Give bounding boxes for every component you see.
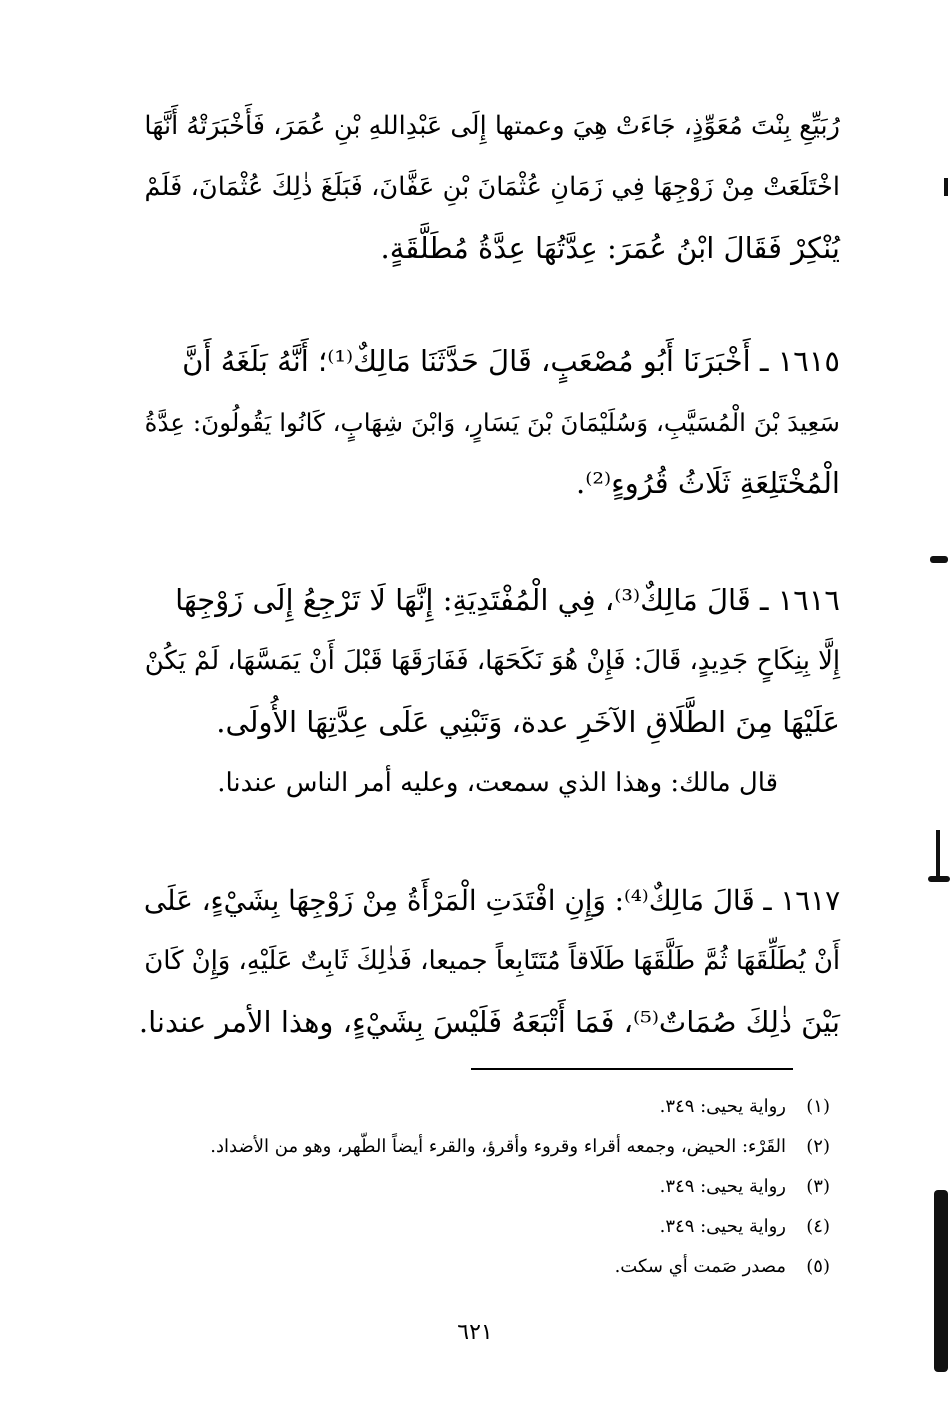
text-line: سَعِيدَ بْنَ الْمُسَيَّبِ، وَسُلَيْمَانَ بْنَ يَسَارٍ، وَابْنَ شِهَابٍ، كَانُوا يَقُولُونَ: عِدَّةُ xyxy=(144,408,840,437)
footnote-text: رواية يحيى: ٣٤٩. xyxy=(659,1216,786,1237)
scan-mark xyxy=(936,830,940,876)
text-line: رُبَيِّعِ بِنْتَ مُعَوِّذٍ، جَاءَتْ هِيَ وعمتها إِلَى عَبْدِاللهِ بْنِ عُمَرَ، فَأَخْبَرَتْهُ أَنَّهَا xyxy=(144,111,840,141)
text-line: إِلَّا بِنِكَاحٍ جَدِيدٍ، قَالَ: فَإِنْ هُوَ نَكَحَهَا، فَفَارَقَهَا قَبْلَ أَنْ يَمَسَّهَا، لَمْ يَكُنْ xyxy=(144,646,840,676)
text-line: الْمُخْتَلِعَةِ ثَلَاثُ قُرُوءٍ⁽²⁾. xyxy=(576,466,840,500)
footnote-text: القَرْء: الحيض، وجمعه أقراء وقروء وأقرؤ، والقرء أيضاً الطّهر، وهو من الأضداد. xyxy=(210,1136,786,1157)
footnote-number: (١) xyxy=(806,1096,830,1117)
footnote-number: (٢) xyxy=(806,1136,830,1157)
text-line: ١٦١٧ ـ قَالَ مَالِكٌ⁽⁴⁾: وَإِنِ افْتَدَتِ الْمَرْأَةُ مِنْ زَوْجِهَا بِشَيْءٍ، عَلَى xyxy=(143,884,840,917)
text-line: اخْتَلَعَتْ مِنْ زَوْجِهَا فِي زَمَانِ عُثْمَانَ بْنِ عَفَّانَ، فَبَلَغَ ذٰلِكَ عُثْمَانَ، فَلَمْ xyxy=(144,172,840,202)
text-line: يُنْكِرْ فَقَالَ ابْنُ عُمَرَ: عِدَّتُهَا عِدَّةُ مُطَلَّقَةٍ. xyxy=(380,231,840,265)
paragraph-1617 xyxy=(130,870,840,1053)
text-line: أَنْ يُطَلِّقَهَا ثُمَّ طَلَّقَهَا طَلَاقاً مُتَتَابِعاً جميعا، فَذٰلِكَ ثَابِتٌ عَلَيْهِ، وَإِنْ كَانَ xyxy=(144,946,840,976)
page-number: ٦٢١ xyxy=(457,1320,493,1345)
scan-mark xyxy=(934,1190,948,1372)
main-text xyxy=(130,96,840,1053)
footnote-item xyxy=(130,1216,830,1256)
paragraph-1616 xyxy=(130,570,840,814)
footnotes xyxy=(130,1096,830,1296)
text-line: ١٦١٦ ـ قَالَ مَالِكٌ⁽³⁾، فِي الْمُفْتَدِيَةِ: إِنَّهَا لَا تَرْجِعُ إِلَى زَوْجِهَا xyxy=(175,583,840,617)
footnote-item xyxy=(130,1096,830,1136)
footnote-item xyxy=(130,1256,830,1296)
footnote-text: رواية يحيى: ٣٤٩. xyxy=(659,1096,786,1117)
scan-mark xyxy=(944,178,948,196)
footnote-number: (٣) xyxy=(806,1176,830,1197)
footnote-text: رواية يحيى: ٣٤٩. xyxy=(659,1176,786,1197)
paragraph-continuation xyxy=(130,96,840,279)
footnote-divider xyxy=(471,1068,793,1070)
footnote-number: (٤) xyxy=(806,1216,830,1237)
paragraph-1615 xyxy=(130,331,840,514)
malik-note: قال مالك: وهذا الذي سمعت، وعليه أمر الناس عندنا. xyxy=(217,768,778,798)
footnote-item xyxy=(130,1136,830,1176)
text-line: بَيْنَ ذٰلِكَ صُمَاتٌ⁽⁵⁾، فَمَا أَتْبَعَهُ فَلَيْسَ بِشَيْءٍ، وهذا الأمر عندنا. xyxy=(138,1005,840,1039)
scan-mark xyxy=(930,556,948,563)
footnote-text: مصدر صَمت أي سكت. xyxy=(614,1256,786,1277)
text-line: ١٦١٥ ـ أَخْبَرَنَا أَبُو مُصْعَبٍ، قَالَ حَدَّثَنَا مَالِكٌ⁽¹⁾؛ أَنَّهُ بَلَغَهُ أَنَّ xyxy=(182,344,840,378)
text-line: عَلَيْهَا مِنَ الطَّلَاقِ الآخَرِ عدة، وَتَبْنِي عَلَى عِدَّتِهَا الأُولَى. xyxy=(216,705,840,739)
footnote-number: (٥) xyxy=(806,1256,830,1277)
footnote-item xyxy=(130,1176,830,1216)
scan-mark xyxy=(928,876,950,882)
